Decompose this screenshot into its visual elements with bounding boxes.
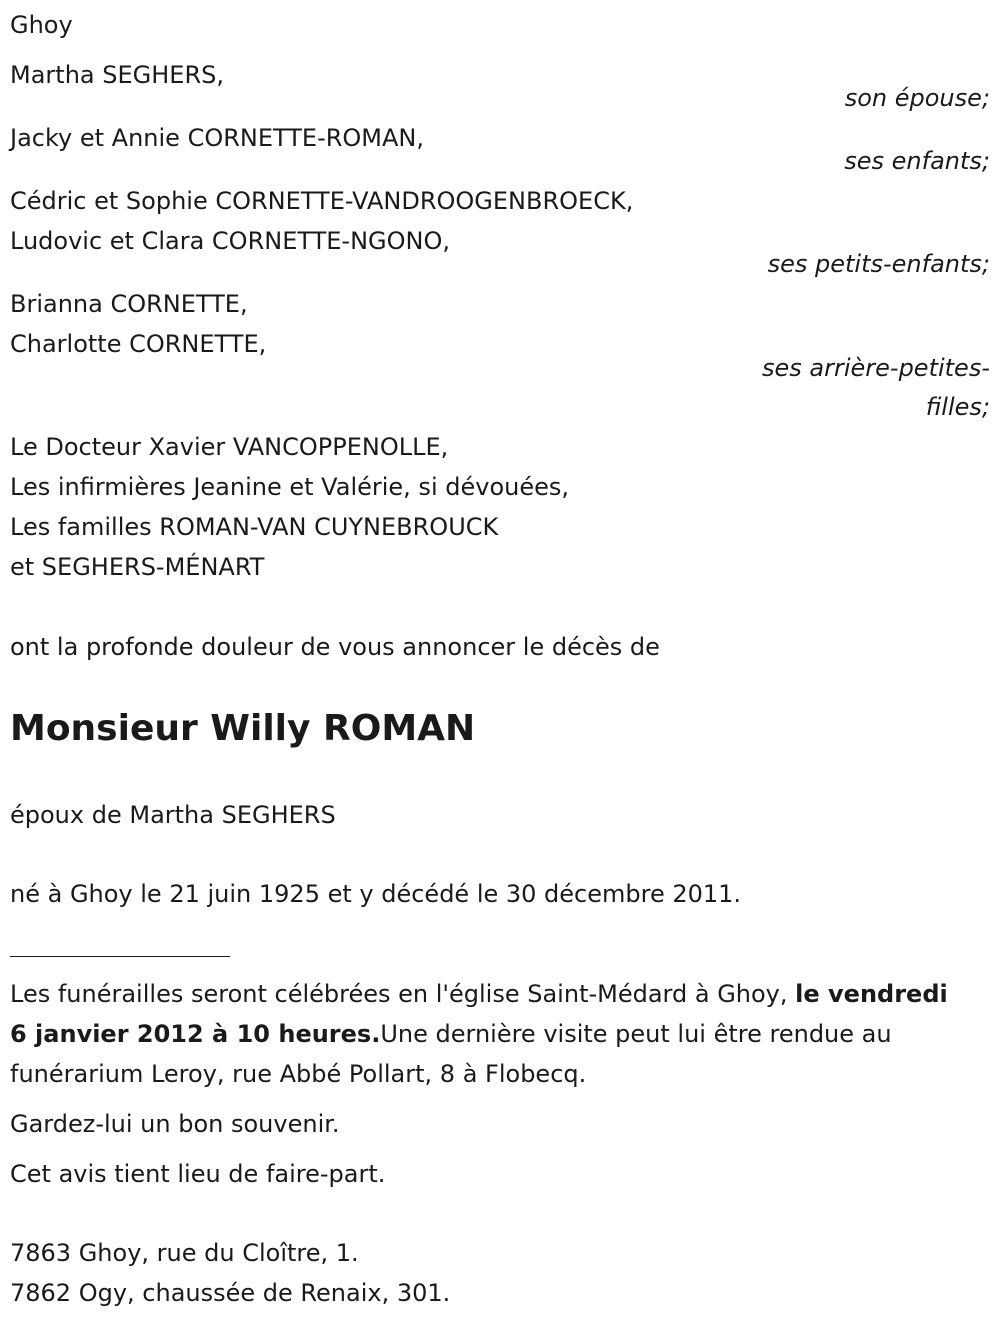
funeral-intro: Les funérailles seront célébrées en l'église Saint-Médard à Ghoy,	[10, 980, 796, 1008]
birth-death: né à Ghoy le 21 juin 1925 et y décédé le 30 décembre 2011.	[10, 880, 742, 908]
children-role: ses enfants;	[844, 147, 990, 175]
grandchildren-name-1: Cédric et Sophie CORNETTE-VANDROOGENBROECK,	[10, 187, 634, 215]
great-grandchildren-name-1: Brianna CORNETTE,	[10, 290, 248, 318]
spouse-role: son épouse;	[844, 84, 990, 112]
spouse-of: époux de Martha SEGHERS	[10, 801, 336, 829]
funeral-visit: Une dernière visite peut lui être rendue au funérarium Leroy, rue Abbé Pollart, 8 à Flobecq.	[10, 1020, 892, 1088]
children-name: Jacky et Annie CORNETTE-ROMAN,	[10, 124, 424, 152]
great-grandchildren-role-line1: ses arrière-petites-	[762, 354, 990, 382]
closing-faire-part: Cet avis tient lieu de faire-part.	[10, 1160, 386, 1188]
announcement: ont la profonde douleur de vous annoncer le décès de	[10, 633, 660, 661]
deceased-name: Monsieur Willy ROMAN	[10, 708, 476, 749]
others-line-2: Les infirmières Jeanine et Valérie, si dévouées,	[10, 473, 569, 501]
great-grandchildren-name-2: Charlotte CORNETTE,	[10, 330, 267, 358]
grandchildren-name-2: Ludovic et Clara CORNETTE-NGONO,	[10, 227, 450, 255]
village-name: Ghoy	[10, 11, 73, 39]
closing-souvenir: Gardez-lui un bon souvenir.	[10, 1110, 340, 1138]
grandchildren-role: ses petits-enfants;	[767, 250, 990, 278]
funeral-paragraph	[10, 974, 970, 1094]
funeral-date: le vendredi 6 janvier 2012 à 10 heures.	[10, 980, 948, 1048]
spouse-name: Martha SEGHERS,	[10, 61, 224, 89]
separator-line	[10, 956, 230, 957]
others-line-3: Les familles ROMAN-VAN CUYNEBROUCK	[10, 513, 499, 541]
others-line-4: et SEGHERS-MÉNART	[10, 553, 265, 581]
address-2: 7862 Ogy, chaussée de Renaix, 301.	[10, 1279, 451, 1307]
address-1: 7863 Ghoy, rue du Cloître, 1.	[10, 1239, 359, 1267]
great-grandchildren-role-line2: filles;	[925, 393, 990, 421]
others-line-1: Le Docteur Xavier VANCOPPENOLLE,	[10, 433, 449, 461]
